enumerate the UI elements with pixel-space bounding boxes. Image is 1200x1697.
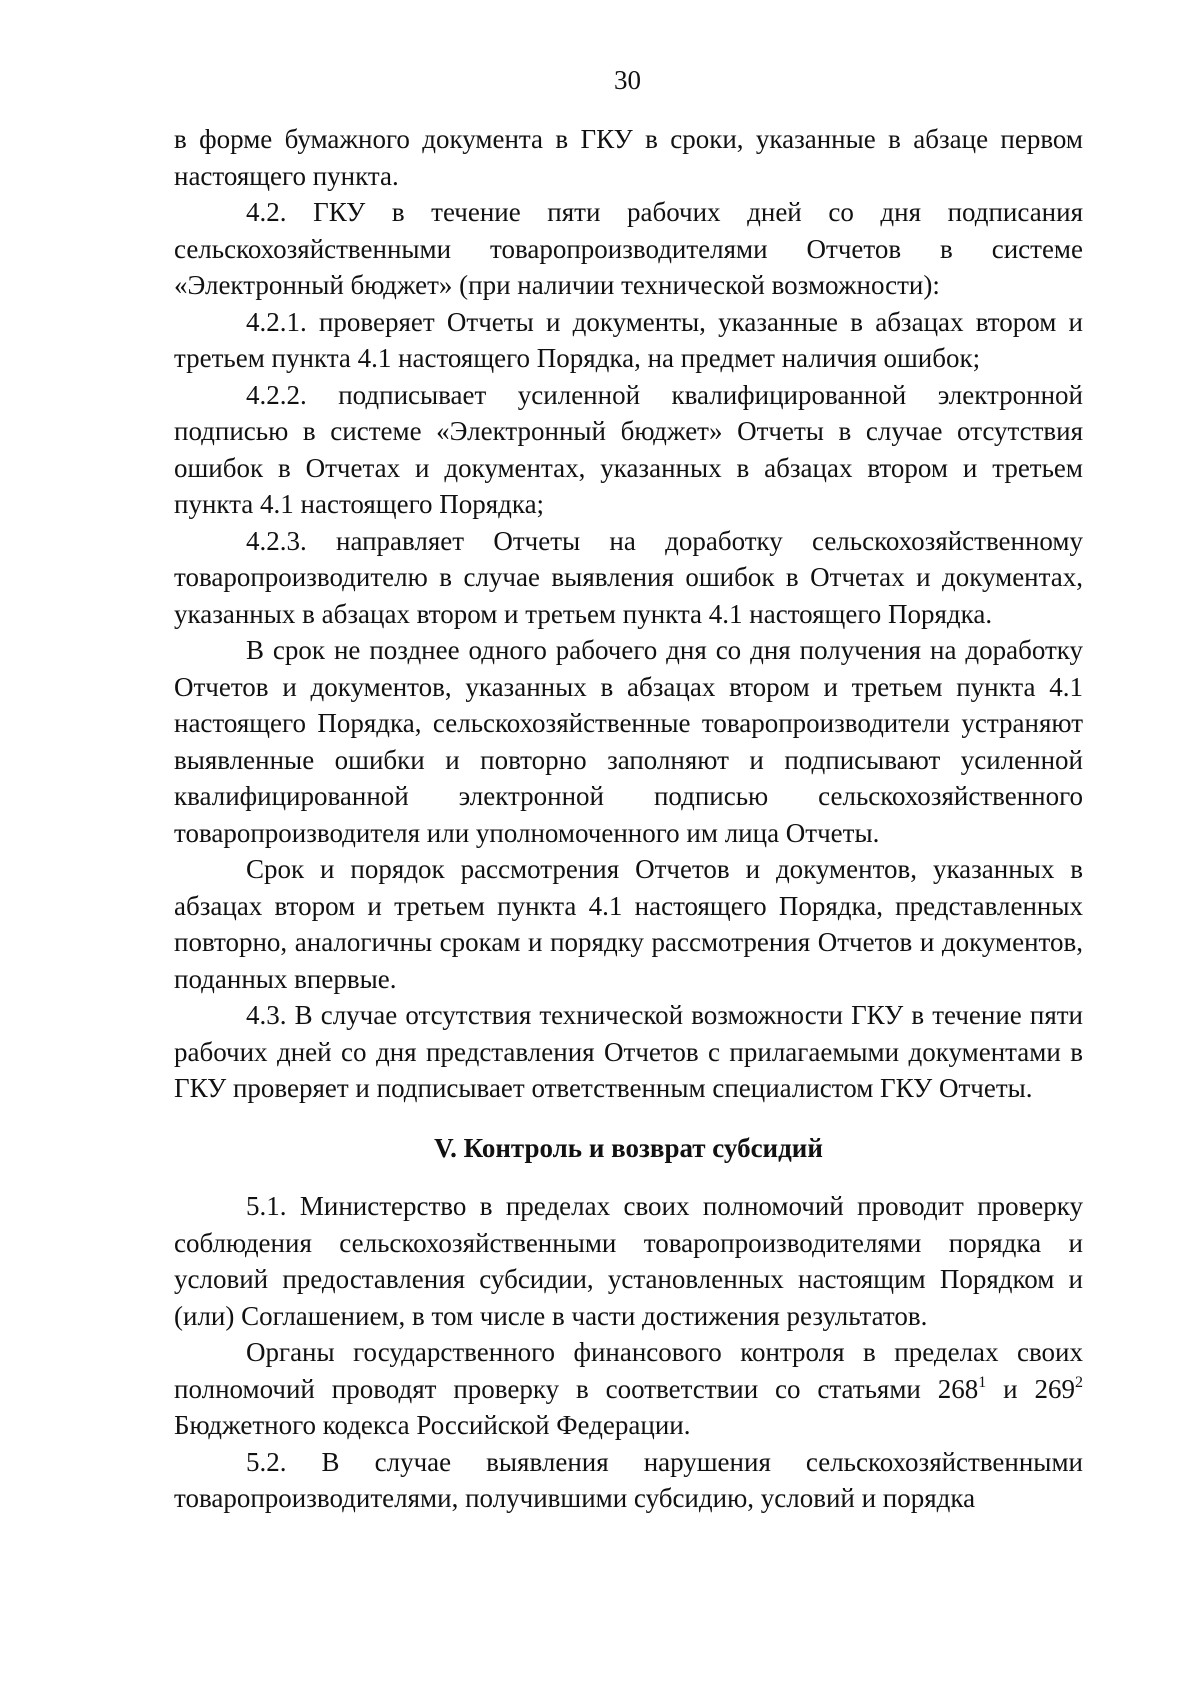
control-text-before: Органы государственного финансового контроля в пределах своих полномочий проводят проверку в соответствии со статьями xyxy=(174,1337,1083,1404)
control-text-after: Бюджетного кодекса Российской Федерации. xyxy=(174,1410,691,1440)
paragraph-financial-control xyxy=(174,1334,1083,1444)
control-conjunction: и xyxy=(986,1373,1035,1404)
paragraph-review-terms: Срок и порядок рассмотрения Отчетов и документов, указанных в абзацах втором и третьем пункта 4.1 настоящего Порядка, представленных повторно, аналогичны срокам и порядку рассмотрения Отчетов и документов, поданных впервые. xyxy=(174,854,1083,994)
article-269-superscript: 2 xyxy=(1075,1373,1084,1391)
paragraph-4-2-1: 4.2.1. проверяет Отчеты и документы, указанные в абзацах втором и третьем пункта 4.1 настоящего Порядка, на предмет наличия ошибок; xyxy=(174,306,1083,373)
article-268-superscript: 1 xyxy=(978,1373,987,1391)
page-number: 30 xyxy=(614,65,641,95)
article-269: 269 xyxy=(1034,1373,1076,1404)
paragraph-5-2: 5.2. В случае выявления нарушения сельскохозяйственными товаропроизводителями, получившими субсидию, условий и порядка xyxy=(174,1446,1083,1513)
document-body xyxy=(174,121,1083,1517)
paragraph-4-2-3: 4.2.3. направляет Отчеты на доработку сельскохозяйственному товаропроизводителю в случае выявления ошибок в Отчетах и документах, указанных в абзацах втором и третьем пункта 4.1 настоящего Порядка. xyxy=(174,525,1083,629)
paragraph-continuation: в форме бумажного документа в ГКУ в сроки, указанные в абзаце первом настоящего пункта. xyxy=(174,124,1083,191)
paragraph-4-3: 4.3. В случае отсутствия технической возможности ГКУ в течение пяти рабочих дней со дня представления Отчетов с прилагаемыми документами в ГКУ проверяет и подписывает ответственным специалистом ГКУ Отчеты. xyxy=(174,1000,1083,1103)
paragraph-rework-deadline: В срок не позднее одного рабочего дня со дня получения на доработку Отчетов и документов, указанных в абзацах втором и третьем пункта 4.1 настоящего Порядка, сельскохозяйственные товаропроизводители устраняют выявленные ошибки и повторно заполняют и подписывают усиленной квалифицированной электронной подписью сельскохозяйственного товаропроизводителя или уполномоченного им лица Отчеты. xyxy=(174,635,1083,848)
paragraph-4-2-2: 4.2.2. подписывает усиленной квалифицированной электронной подписью в системе «Электронный бюджет» Отчеты в случае отсутствия ошибок в Отчетах и документах, указанных в абзацах втором и третьем пункта 4.1 настоящего Порядка; xyxy=(174,379,1083,519)
section-heading: V. Контроль и возврат субсидий xyxy=(434,1132,823,1163)
paragraph-5-1: 5.1. Министерство в пределах своих полномочий проводит проверку соблюдения сельскохозяйственными товаропроизводителями порядка и условий предоставления субсидии, установленных настоящим Порядком и (или) Соглашением, в том числе в части достижения результатов. xyxy=(174,1191,1083,1331)
article-268: 268 xyxy=(937,1373,979,1404)
paragraph-4-2: 4.2. ГКУ в течение пяти рабочих дней со дня подписания сельскохозяйственными товаропроизводителями Отчетов в системе «Электронный бюджет» (при наличии технической возможности): xyxy=(174,197,1083,300)
